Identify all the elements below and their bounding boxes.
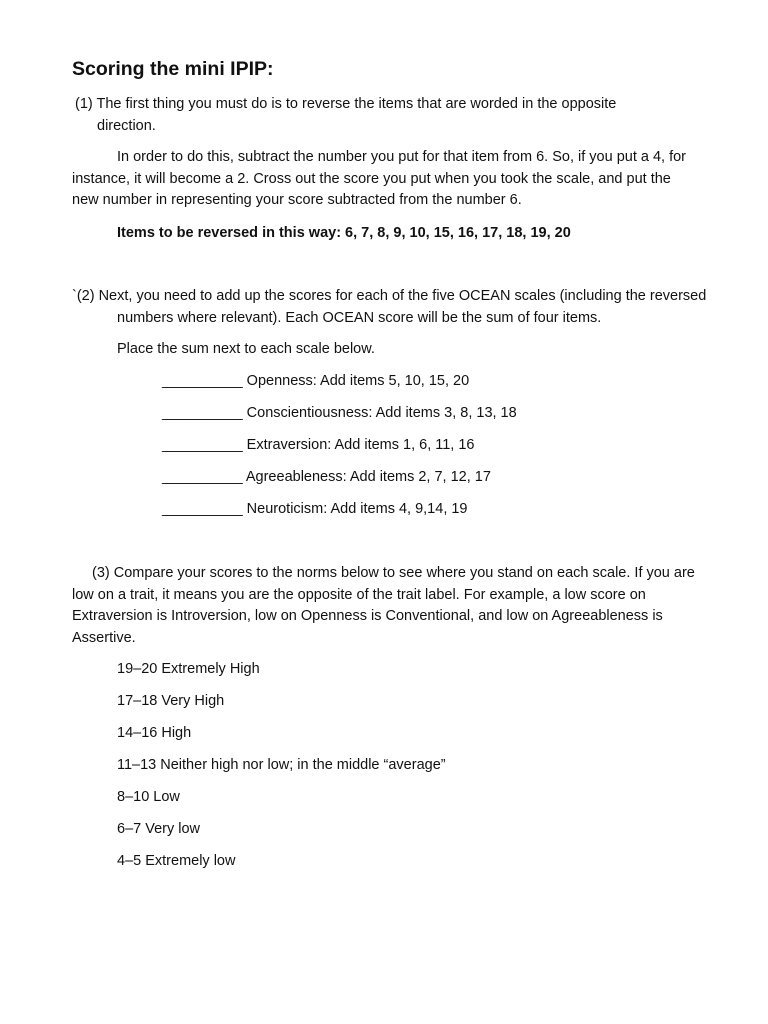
- norm-item: 11–13 Neither high nor low; in the middle “average”: [117, 757, 446, 773]
- ocean-scales-list: [162, 371, 517, 531]
- scale-neuroticism: __________ Neuroticism: Add items 4, 9,14, 19: [162, 501, 468, 517]
- norm-item: 4–5 Extremely low: [117, 853, 236, 869]
- norm-item: 8–10 Low: [117, 789, 180, 805]
- scale-extraversion: __________ Extraversion: Add items 1, 6, 11, 16: [162, 437, 475, 453]
- scale-agreeableness: __________ Agreeableness: Add items 2, 7, 12, 17: [162, 469, 491, 485]
- step2-place-sum: Place the sum next to each scale below.: [117, 341, 375, 357]
- norms-list: [117, 659, 446, 883]
- step1-instruction: (1) The first thing you must do is to reverse the items that are worded in the opposite direction.: [75, 96, 617, 134]
- norm-item: 6–7 Very low: [117, 821, 201, 837]
- norm-item: 19–20 Extremely High: [117, 661, 260, 677]
- step1-paragraph: In order to do this, subtract the number you put for that item from 6. So, if you put a 4, for instance, it will become a 2. Cross out the score you put when you took the scale, and put the new number in representing your score subtracted from the number 6.: [72, 149, 687, 208]
- norm-item: 14–16 High: [117, 725, 192, 741]
- reversed-items-list: Items to be reversed in this way: 6, 7, 8, 9, 10, 15, 16, 17, 18, 19, 20: [117, 225, 571, 241]
- scale-conscientiousness: __________ Conscientiousness: Add items 3, 8, 13, 18: [162, 405, 517, 421]
- norm-item: 17–18 Very High: [117, 693, 225, 709]
- step2-instruction: `(2) Next, you need to add up the scores for each of the five OCEAN scales (including the reversed numbers where relevant). Each OCEAN score will be the sum of four items.: [72, 288, 707, 326]
- page-title: Scoring the mini IPIP:: [72, 58, 274, 80]
- step3-instruction: (3) Compare your scores to the norms below to see where you stand on each scale. If you are low on a trait, it means you are the opposite of the trait label. For example, a low score on Extraversion is Introversion, low on Openness is Conventional, and low on Agreeableness is Assertive.: [72, 565, 695, 646]
- scale-openness: __________ Openness: Add items 5, 10, 15, 20: [162, 373, 470, 389]
